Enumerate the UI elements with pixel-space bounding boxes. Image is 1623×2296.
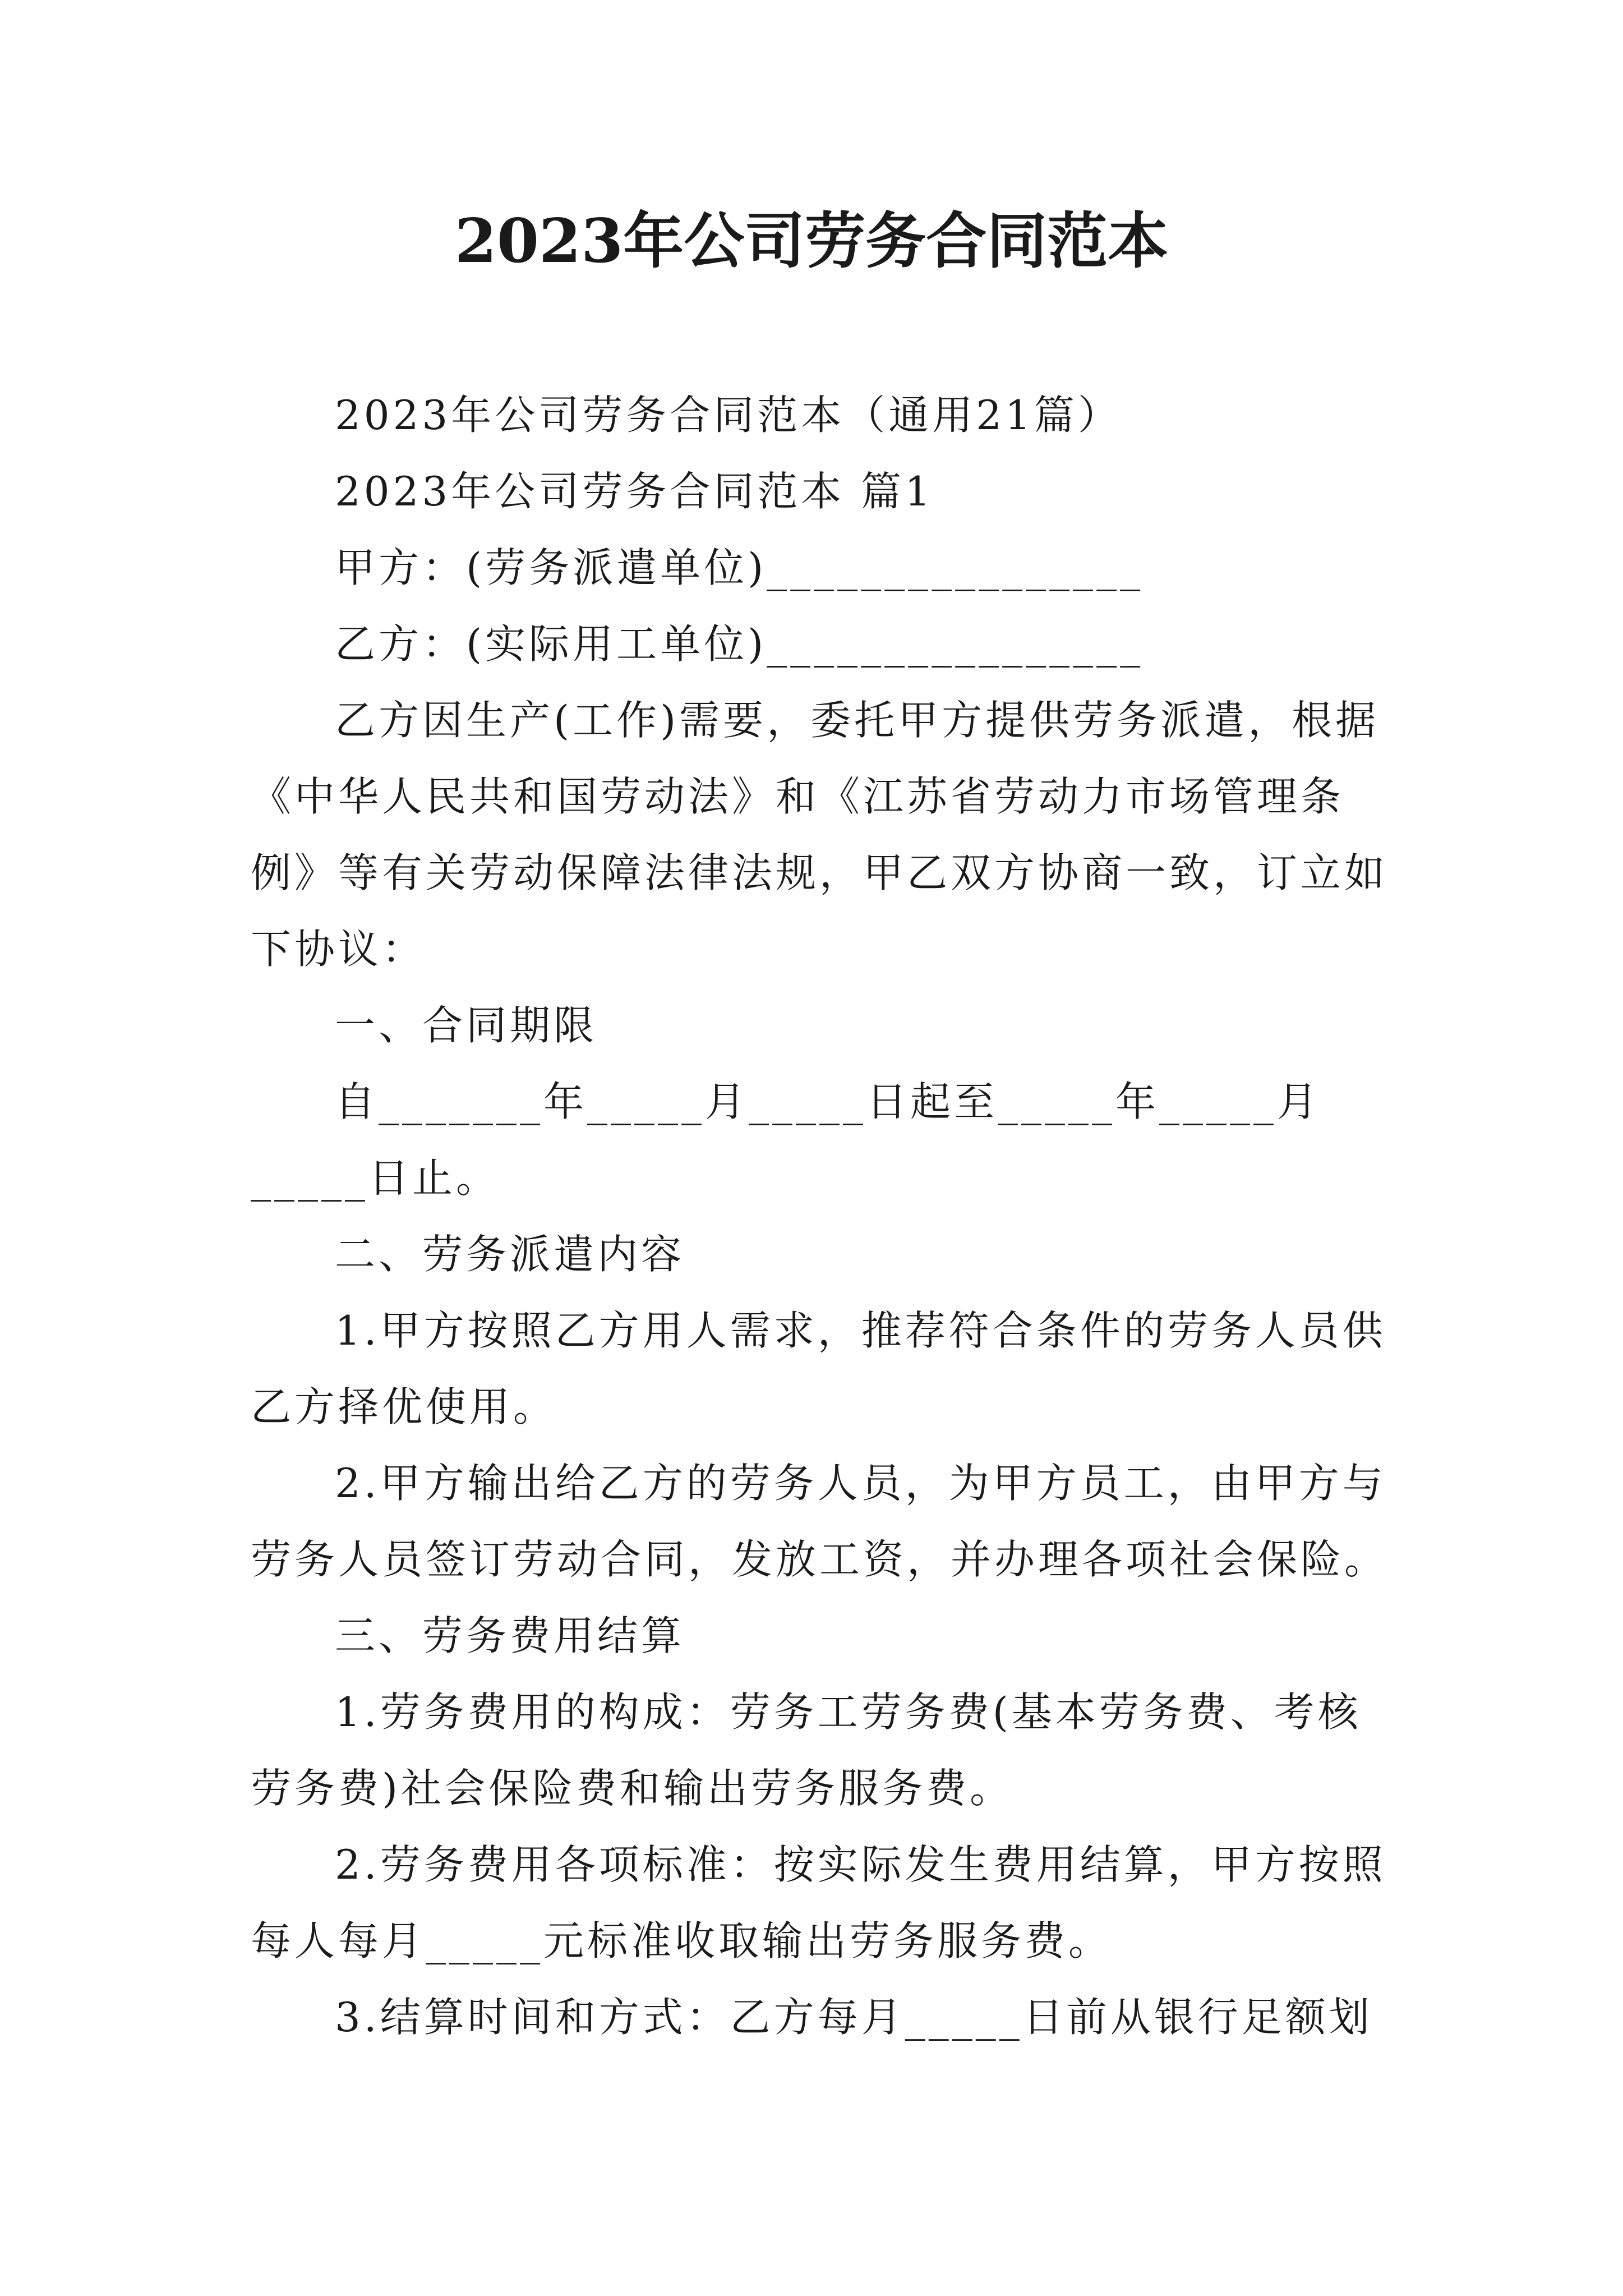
section-heading: 2023年公司劳务合同范本 篇1 xyxy=(335,468,934,515)
clause-paragraph: 3.结算时间和方式：乙方每月_____日前从银行足额划 xyxy=(335,1994,1373,2041)
preamble-paragraph: 乙方因生产(工作)需要，委托甲方提供劳务派遣，根据《中华人民共和国劳动法》和《江苏省劳动力市场管理条例》等有关劳动保障法律法规，甲乙双方协商一致，订立如下协议： xyxy=(251,697,1389,973)
clause-paragraph: 1.甲方按照乙方用人需求，推荐符合条件的劳务人员供乙方择优使用。 xyxy=(251,1307,1386,1430)
subtitle-paragraph: 2023年公司劳务合同范本（通用21篇） xyxy=(335,392,1122,439)
document-title: 2023年公司劳务合同范本 xyxy=(454,206,1169,277)
party-a-line: 甲方：(劳务派遣单位)________________ xyxy=(335,544,1144,591)
term-paragraph: 自_______年_____月_____日起至_____年_____月_____日止。 xyxy=(251,1078,1321,1202)
party-b-line: 乙方：(实际用工单位)________________ xyxy=(335,620,1144,668)
document-body xyxy=(251,377,1389,2055)
clause-heading: 三、劳务费用结算 xyxy=(335,1612,685,1659)
clause-heading: 一、合同期限 xyxy=(335,1002,598,1049)
clause-paragraph: 2.甲方输出给乙方的劳务人员，为甲方员工，由甲方与劳务人员签订劳动合同，发放工资，并办理各项社会保险。 xyxy=(251,1460,1389,1583)
clause-paragraph: 2.劳务费用各项标准：按实际发生费用结算，甲方按照每人每月_____元标准收取输出劳务服务费。 xyxy=(251,1841,1386,1964)
clause-heading: 二、劳务派遣内容 xyxy=(335,1231,685,1278)
clause-paragraph: 1.劳务费用的构成：劳务工劳务费(基本劳务费、考核劳务费)社会保险费和输出劳务服务费。 xyxy=(251,1688,1362,1812)
